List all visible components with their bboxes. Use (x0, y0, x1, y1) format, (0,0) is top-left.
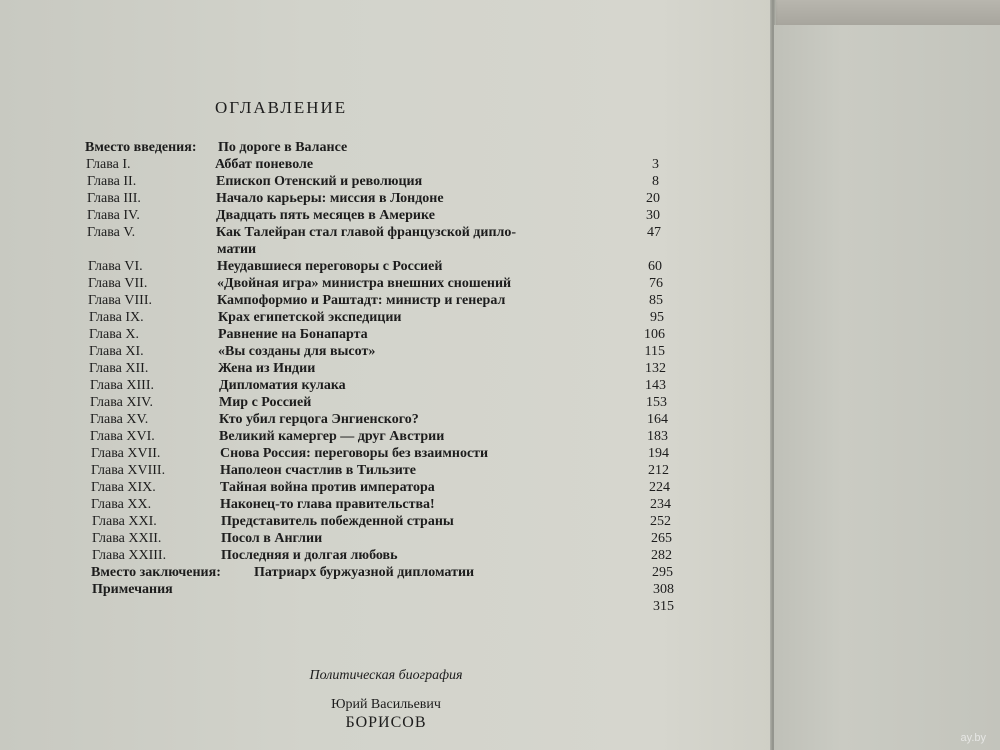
toc-entry (0, 224, 772, 242)
toc-entry-title: Кто убил герцога Энгиенского? (219, 412, 419, 427)
toc-entry-page: 85 (649, 293, 663, 308)
toc-entry-page: 183 (647, 429, 668, 444)
toc-entry (0, 530, 772, 548)
toc-entry (0, 462, 772, 480)
book-subtitle: Политическая биография (309, 668, 463, 683)
toc-entry-title: Снова Россия: переговоры без взаимности (220, 446, 489, 461)
toc-entry-label: Глава IV. (87, 208, 140, 223)
toc-entry-title: матии (217, 242, 257, 257)
toc-entry-label: Примечания (92, 582, 173, 597)
toc-entry-page: 212 (648, 463, 669, 478)
toc-entry-label: Глава XVI. (90, 429, 155, 444)
toc-entry-page: 132 (645, 361, 666, 376)
toc-entry-title: Начало карьеры: миссия в Лондоне (216, 191, 444, 206)
toc-entry-title: Кампоформио и Раштадт: министр и генерал (217, 293, 506, 308)
toc-entry (0, 394, 772, 412)
toc-entry (0, 496, 772, 514)
toc-entry-label: Глава XXIII. (92, 548, 167, 563)
toc-entry-page: 3 (652, 157, 659, 172)
toc-entry-title: Аббат поневоле (215, 157, 314, 172)
toc-entry-page: 143 (645, 378, 666, 393)
toc-entry-label: Глава XX. (91, 497, 152, 512)
toc-entry-label: Глава I. (86, 157, 131, 172)
toc-entry-page: 60 (648, 259, 662, 274)
toc-entry (0, 564, 772, 582)
toc-heading: ОГЛАВЛЕНИЕ (215, 98, 348, 117)
toc-entry (0, 258, 772, 276)
right-book-page (774, 25, 1000, 750)
watermark-text: ay.by (960, 732, 986, 744)
toc-entry (0, 173, 772, 191)
toc-entry-page: 224 (649, 480, 670, 495)
toc-entry-label: Глава XV. (90, 412, 149, 427)
author-surname: БОРИСОВ (345, 714, 427, 731)
toc-entry-title: Неудавшиеся переговоры с Россией (217, 259, 443, 274)
toc-entry-title: «Двойная игра» министра внешних сношений (217, 276, 512, 291)
toc-entry-label: Глава XIII. (90, 378, 154, 393)
toc-entry-title: По дороге в Валансе (218, 140, 348, 155)
toc-entry-title: Мир с Россией (219, 395, 312, 410)
toc-entry (0, 547, 772, 565)
toc-entry-title: Наконец-то глава правительства! (220, 497, 435, 512)
toc-entry-page: 252 (650, 514, 671, 529)
toc-entry-title: «Вы созданы для высот» (218, 344, 376, 359)
toc-entry (0, 190, 772, 208)
toc-entry (0, 598, 772, 616)
toc-entry-title: Патриарх буржуазной дипломатии (254, 565, 475, 580)
toc-entry-page: 194 (648, 446, 669, 461)
toc-entry (0, 377, 772, 395)
toc-entry (0, 343, 772, 361)
toc-entry-label: Глава XI. (89, 344, 144, 359)
toc-entry-label: Глава VII. (88, 276, 148, 291)
toc-entry-page: 76 (649, 276, 663, 291)
toc-entry-label: Глава XVII. (91, 446, 161, 461)
toc-entry-title: Жена из Индии (218, 361, 316, 376)
toc-entry-page: 308 (653, 582, 674, 597)
toc-entry-label: Глава VI. (88, 259, 143, 274)
toc-entry-page: 106 (644, 327, 665, 342)
toc-entry-label: Глава XIV. (90, 395, 153, 410)
toc-entry (0, 139, 772, 157)
toc-entry-page: 234 (650, 497, 671, 512)
toc-entry (0, 479, 772, 497)
toc-entry (0, 513, 772, 531)
toc-entry-title: Крах египетской экспедиции (218, 310, 402, 325)
toc-entry-page: 265 (651, 531, 672, 546)
toc-entry-page: 153 (646, 395, 667, 410)
toc-entry-title: Двадцать пять месяцев в Америке (216, 208, 435, 223)
toc-entry-page: 115 (644, 344, 665, 359)
toc-entry (0, 309, 772, 327)
toc-entry (0, 156, 772, 174)
toc-entry-title: Наполеон счастлив в Тильзите (220, 463, 416, 478)
toc-entry-label: Вместо заключения: (91, 565, 221, 580)
toc-entry-label: Глава XXII. (92, 531, 162, 546)
toc-entry-title: Великий камергер — друг Австрии (219, 429, 445, 444)
toc-entry-title: Епископ Отенский и революция (216, 174, 423, 189)
toc-entry (0, 428, 772, 446)
author-given-names: Юрий Васильевич (331, 697, 441, 712)
toc-entry-title: Представитель побежденной страны (221, 514, 454, 529)
toc-entry (0, 326, 772, 344)
toc-entry-label: Вместо введения: (85, 140, 197, 155)
toc-entry-page: 20 (646, 191, 660, 206)
toc-entry (0, 241, 772, 259)
toc-entry-page: 315 (653, 599, 674, 614)
toc-entry-label: Глава IX. (89, 310, 144, 325)
toc-entry-label: Глава XXI. (92, 514, 157, 529)
toc-entry (0, 207, 772, 225)
toc-entry (0, 411, 772, 429)
toc-entry (0, 275, 772, 293)
toc-entry-title: Равнение на Бонапарта (218, 327, 368, 342)
toc-entry-title: Тайная война против императора (220, 480, 435, 495)
toc-entry-label: Глава X. (89, 327, 139, 342)
toc-entry-label: Глава II. (87, 174, 137, 189)
toc-entry (0, 445, 772, 463)
toc-entry (0, 360, 772, 378)
toc-entry-label: Глава XVIII. (91, 463, 166, 478)
toc-entry-page: 8 (652, 174, 659, 189)
toc-entry-page: 30 (646, 208, 660, 223)
toc-entry-title: Дипломатия кулака (219, 378, 346, 393)
toc-entry-page: 47 (647, 225, 661, 240)
toc-entry-title: Последняя и долгая любовь (221, 548, 398, 563)
toc-entry-page: 95 (650, 310, 664, 325)
toc-entry-label: Глава VIII. (88, 293, 152, 308)
toc-entry (0, 292, 772, 310)
toc-entry (0, 581, 772, 599)
toc-entry-page: 295 (652, 565, 673, 580)
toc-entry-title: Посол в Англии (221, 531, 323, 546)
toc-entry-label: Глава XIX. (91, 480, 156, 495)
toc-entry-page: 164 (647, 412, 668, 427)
toc-entry-label: Глава XII. (89, 361, 149, 376)
toc-entry-page: 282 (651, 548, 672, 563)
toc-entry-title: Как Талейран стал главой французской дипло- (216, 225, 517, 240)
toc-entry-label: Глава III. (87, 191, 141, 206)
toc-entry-label: Глава V. (87, 225, 136, 240)
